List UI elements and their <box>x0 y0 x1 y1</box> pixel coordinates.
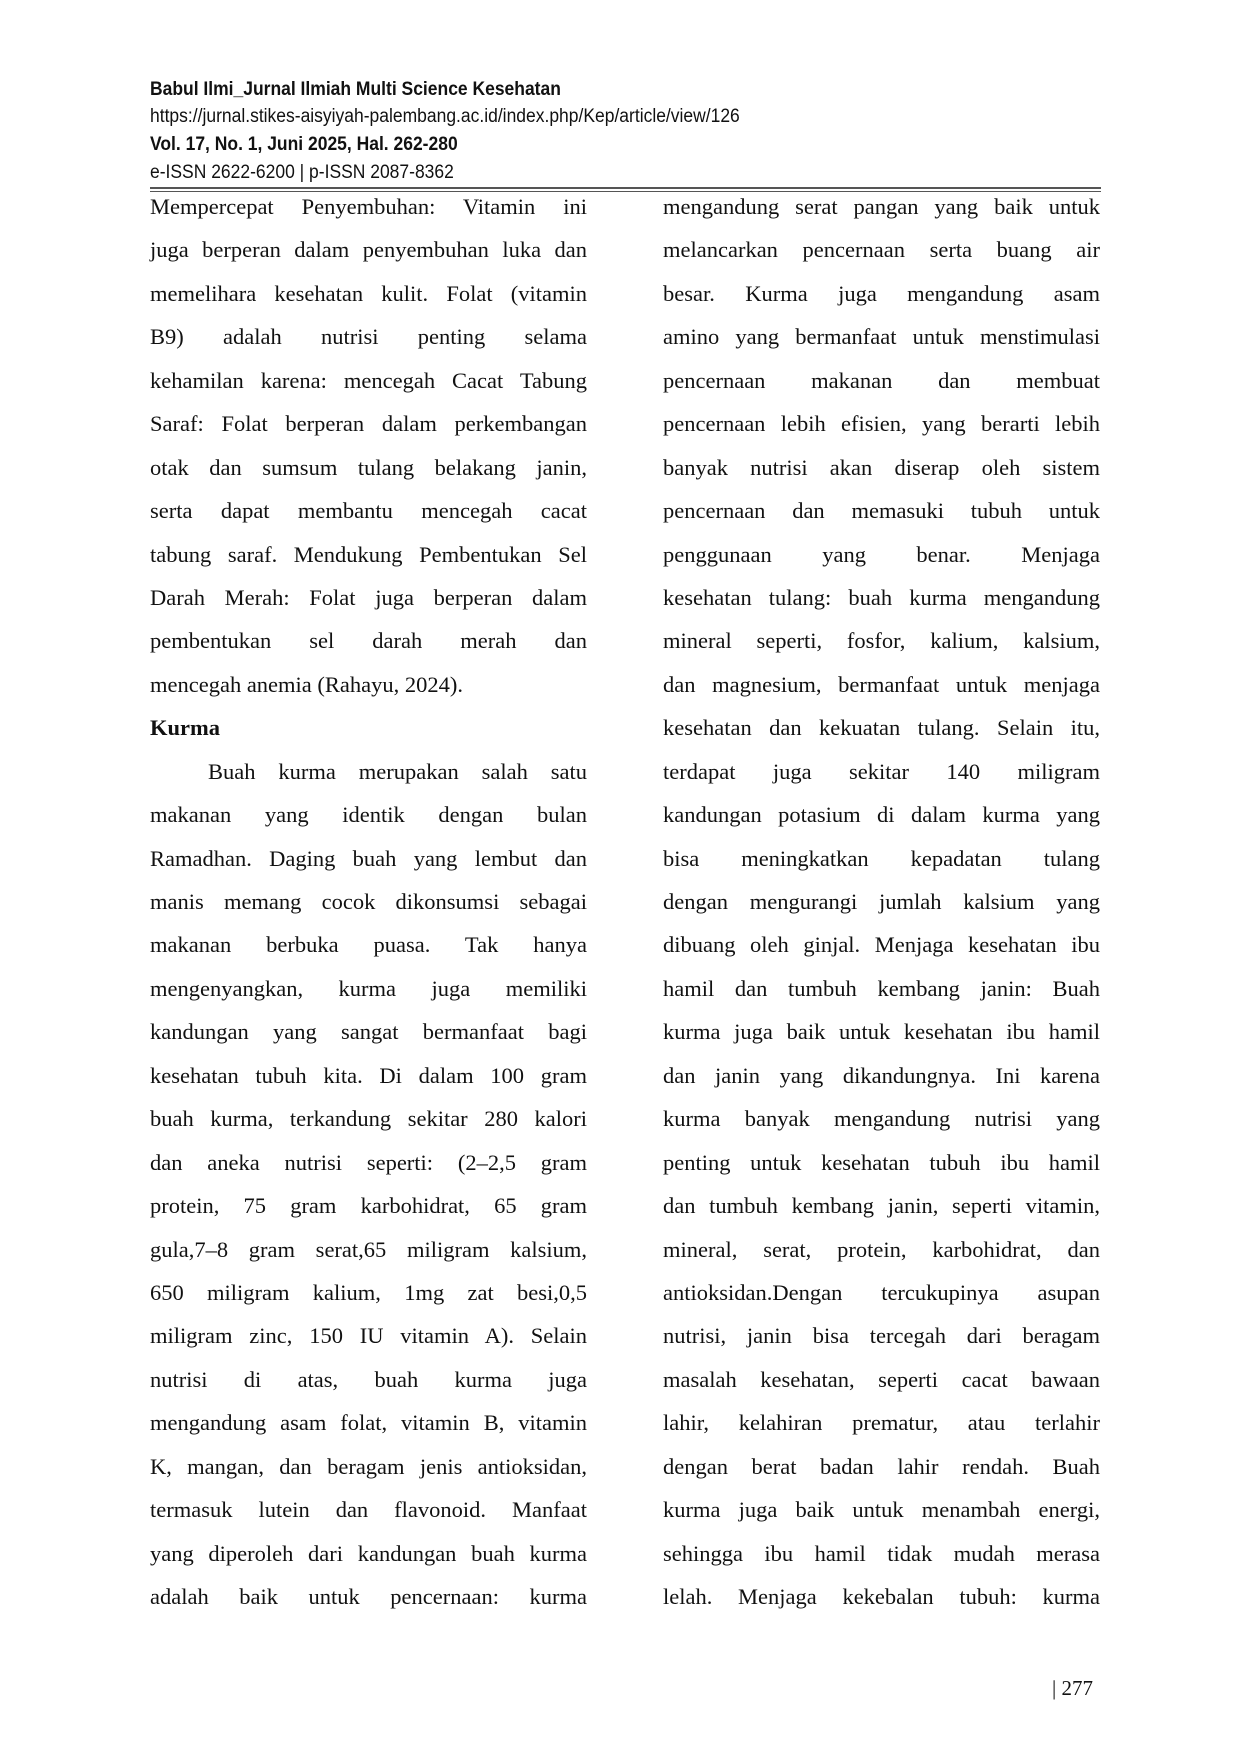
right-column <box>663 190 1100 1623</box>
text-line: buah kurma, terkandung sekitar 280 kalori <box>150 1106 587 1132</box>
text-line: antioksidan.Dengan tercukupinya asupan <box>663 1279 1100 1305</box>
page-number: | 277 <box>1052 1676 1093 1700</box>
text-line: terdapat juga sekitar 140 miligram <box>663 758 1100 784</box>
text-line: 650 miligram kalium, 1mg zat besi,0,5 <box>150 1279 587 1305</box>
text-line: memelihara kesehatan kulit. Folat (vitamin <box>150 280 587 306</box>
left-column <box>150 190 587 1623</box>
journal-title: Babul Ilmi_Jurnal Ilmiah Multi Science Kesehatan <box>150 79 561 100</box>
text-line: kurma juga baik untuk kesehatan ibu hamil <box>663 1019 1100 1045</box>
text-line: kesehatan tubuh kita. Di dalam 100 gram <box>150 1062 587 1088</box>
text-line: lelah. Menjaga kekebalan tubuh: kurma <box>663 1584 1100 1609</box>
text-line: otak dan sumsum tulang belakang janin, <box>150 454 587 480</box>
text-line: mengenyangkan, kurma juga memiliki <box>150 975 587 1001</box>
text-line: kesehatan tulang: buah kurma mengandung <box>663 584 1100 610</box>
text-line: miligram zinc, 150 IU vitamin A). Selain <box>150 1323 587 1349</box>
text-line: gula,7–8 gram serat,65 miligram kalsium, <box>150 1236 587 1262</box>
text-line: juga berperan dalam penyembuhan luka dan <box>150 237 587 263</box>
text-line: bisa meningkatkan kepadatan tulang <box>663 845 1100 871</box>
text-line: Darah Merah: Folat juga berperan dalam <box>150 584 587 610</box>
text-line: protein, 75 gram karbohidrat, 65 gram <box>150 1193 587 1219</box>
text-line: penting untuk kesehatan tubuh ibu hamil <box>663 1149 1100 1175</box>
text-line: dan tumbuh kembang janin, seperti vitamin, <box>663 1193 1100 1219</box>
text-line: yang diperoleh dari kandungan buah kurma <box>150 1540 587 1566</box>
text-line: Buah kurma merupakan salah satu <box>208 758 587 784</box>
text-line: sehingga ibu hamil tidak mudah merasa <box>663 1540 1100 1566</box>
text-line: dengan mengurangi jumlah kalsium yang <box>663 889 1100 914</box>
text-line: penggunaan yang benar. Menjaga <box>663 541 1100 567</box>
journal-url[interactable]: https://jurnal.stikes-aisyiyah-palembang.ac.id/index.php/Kep/article/view/126 <box>150 106 740 127</box>
text-line: besar. Kurma juga mengandung asam <box>663 280 1100 306</box>
text-line: pembentukan sel darah merah dan <box>150 628 587 654</box>
text-line: banyak nutrisi akan diserap oleh sistem <box>663 454 1100 480</box>
text-line: K, mangan, dan beragam jenis antioksidan, <box>150 1453 587 1479</box>
text-line: dan janin yang dikandungnya. Ini karena <box>663 1062 1100 1088</box>
text-line: amino yang bermanfaat untuk menstimulasi <box>663 324 1100 350</box>
text-line: termasuk lutein dan flavonoid. Manfaat <box>150 1497 587 1523</box>
text-line: makanan yang identik dengan bulan <box>150 802 587 828</box>
text-line: pencernaan lebih efisien, yang berarti lebih <box>663 411 1100 437</box>
text-line: adalah baik untuk pencernaan: kurma <box>150 1584 587 1609</box>
text-line: makanan berbuka puasa. Tak hanya <box>150 932 587 958</box>
text-line: tabung saraf. Mendukung Pembentukan Sel <box>150 541 587 567</box>
text-line: dan aneka nutrisi seperti: (2–2,5 gram <box>150 1149 587 1175</box>
text-line: B9) adalah nutrisi penting selama <box>150 324 587 350</box>
text-line: nutrisi di atas, buah kurma juga <box>150 1366 587 1392</box>
text-line: serta dapat membantu mencegah cacat <box>150 498 587 524</box>
text-line: mengandung asam folat, vitamin B, vitamin <box>150 1410 587 1436</box>
text-line: pencernaan makanan dan membuat <box>663 367 1100 393</box>
text-line: kehamilan karena: mencegah Cacat Tabung <box>150 367 587 393</box>
text-line: mencegah anemia (Rahayu, 2024). <box>150 671 464 697</box>
text-line: kesehatan dan kekuatan tulang. Selain itu, <box>663 715 1100 741</box>
text-line: nutrisi, janin bisa tercegah dari beragam <box>663 1323 1100 1349</box>
volume-info: Vol. 17, No. 1, Juni 2025, Hal. 262-280 <box>150 134 458 155</box>
text-line: kandungan yang sangat bermanfaat bagi <box>150 1019 587 1045</box>
text-line: dan magnesium, bermanfaat untuk menjaga <box>663 671 1100 697</box>
text-line: masalah kesehatan, seperti cacat bawaan <box>663 1366 1100 1392</box>
text-line: pencernaan dan memasuki tubuh untuk <box>663 498 1100 524</box>
text-line: lahir, kelahiran prematur, atau terlahir <box>663 1410 1100 1436</box>
text-line: mineral seperti, fosfor, kalium, kalsium, <box>663 628 1100 654</box>
text-line: kurma banyak mengandung nutrisi yang <box>663 1106 1100 1132</box>
text-line: mengandung serat pangan yang baik untuk <box>663 194 1100 219</box>
text-line: manis memang cocok dikonsumsi sebagai <box>150 889 587 914</box>
text-line: dibuang oleh ginjal. Menjaga kesehatan ibu <box>663 932 1100 958</box>
text-line: hamil dan tumbuh kembang janin: Buah <box>663 975 1100 1001</box>
text-line: Ramadhan. Daging buah yang lembut dan <box>150 845 587 871</box>
text-line: mineral, serat, protein, karbohidrat, dan <box>663 1236 1100 1262</box>
text-line: Saraf: Folat berperan dalam perkembangan <box>150 411 587 437</box>
issn-info: e-ISSN 2622-6200 | p-ISSN 2087-8362 <box>150 162 454 183</box>
text-line: dengan berat badan lahir rendah. Buah <box>663 1453 1100 1479</box>
text-line: kurma juga baik untuk menambah energi, <box>663 1497 1100 1523</box>
text-line: Mempercepat Penyembuhan: Vitamin ini <box>150 194 587 219</box>
text-line: kandungan potasium di dalam kurma yang <box>663 802 1100 828</box>
section-heading: Kurma <box>150 715 220 741</box>
text-line: melancarkan pencernaan serta buang air <box>663 237 1100 263</box>
